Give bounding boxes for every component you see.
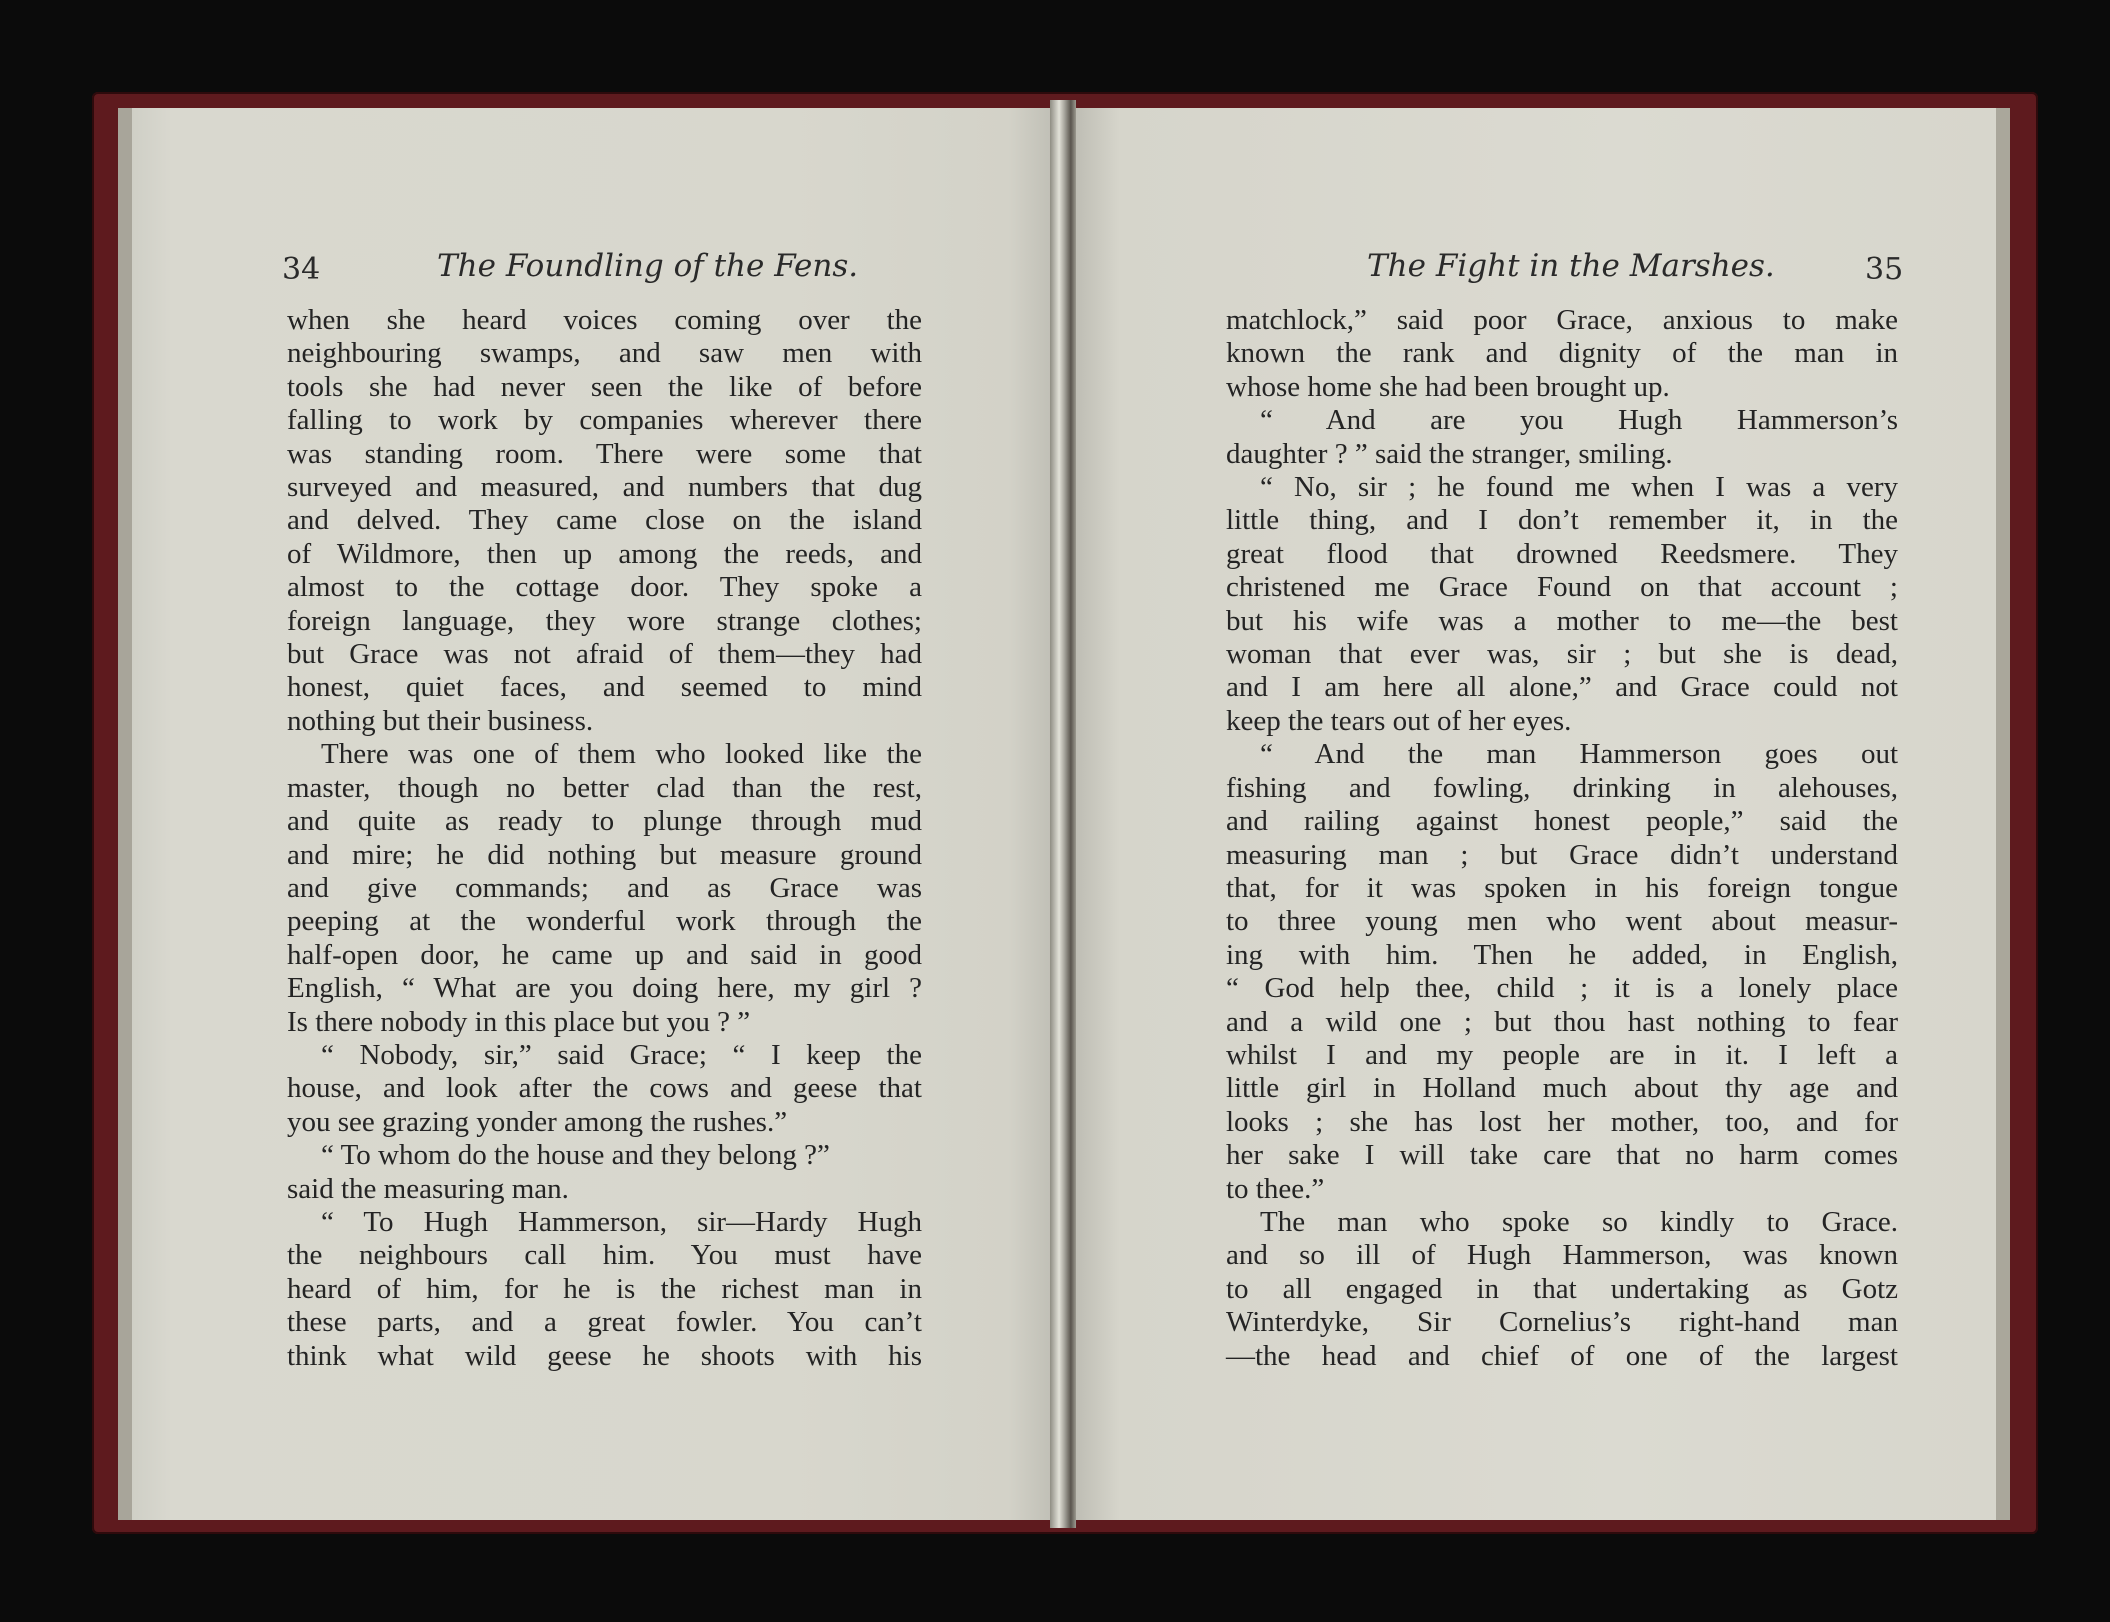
text-line: woman that ever was, sir ; but she is dead, bbox=[1226, 638, 1898, 671]
text-line: to thee.” bbox=[1226, 1172, 1325, 1205]
text-line: and give commands; and as Grace was bbox=[287, 871, 922, 904]
text-line: Is there nobody in this place but you ? ” bbox=[287, 1005, 751, 1038]
text-line: fishing and fowling, drinking in alehouses, bbox=[1226, 771, 1898, 804]
text-line: matchlock,” said poor Grace, anxious to make bbox=[1226, 304, 1898, 336]
text-line: to all engaged in that undertaking as Gotz bbox=[1226, 1272, 1898, 1305]
text-line: almost to the cottage door. They spoke a bbox=[287, 571, 922, 604]
text-line: known the rank and dignity of the man in bbox=[1226, 337, 1898, 370]
text-line: “ God help thee, child ; it is a lonely place bbox=[1226, 972, 1898, 1005]
text-line: English, “ What are you doing here, my girl ? bbox=[287, 972, 922, 1005]
text-line: little girl in Holland much about thy age and bbox=[1226, 1072, 1898, 1105]
text-line: and I am here all alone,” and Grace could not bbox=[1226, 671, 1898, 704]
text-line: “ To whom do the house and they belong ?” bbox=[321, 1139, 830, 1172]
text-line: There was one of them who looked like the bbox=[321, 738, 922, 771]
text-line: when she heard voices coming over the bbox=[287, 304, 922, 336]
body-text-right bbox=[1226, 304, 1898, 1373]
text-line: neighbouring swamps, and saw men with bbox=[287, 337, 922, 370]
text-line: The man who spoke so kindly to Grace. bbox=[1260, 1205, 1898, 1238]
text-line: but Grace was not afraid of them—they had bbox=[287, 638, 922, 671]
text-line: and mire; he did nothing but measure ground bbox=[287, 838, 922, 871]
text-line: foreign language, they wore strange clothes; bbox=[287, 604, 922, 637]
text-line: keep the tears out of her eyes. bbox=[1226, 704, 1572, 737]
body-text-left bbox=[287, 304, 922, 1373]
text-line: and quite as ready to plunge through mud bbox=[287, 805, 922, 838]
text-line: tools she had never seen the like of before bbox=[287, 370, 922, 403]
text-line: but his wife was a mother to me—the best bbox=[1226, 604, 1898, 637]
book-gutter bbox=[1050, 100, 1076, 1528]
text-line: her sake I will take care that no harm comes bbox=[1226, 1139, 1898, 1172]
text-line: falling to work by companies wherever there bbox=[287, 404, 922, 437]
text-line: said the measuring man. bbox=[287, 1172, 569, 1205]
text-line: think what wild geese he shoots with his bbox=[287, 1339, 922, 1372]
running-head-left: The Foundling of the Fens. bbox=[437, 248, 859, 284]
text-line: “ Nobody, sir,” said Grace; “ I keep the bbox=[321, 1038, 922, 1071]
text-line: half-open door, he came up and said in good bbox=[287, 938, 922, 971]
text-line: was standing room. There were some that bbox=[287, 437, 922, 470]
text-line: “ And are you Hugh Hammerson’s bbox=[1260, 404, 1898, 437]
text-line: heard of him, for he is the richest man in bbox=[287, 1272, 922, 1305]
text-line: to three young men who went about measur- bbox=[1226, 905, 1898, 938]
text-line: peeping at the wonderful work through the bbox=[287, 905, 922, 938]
text-line: nothing but their business. bbox=[287, 704, 594, 737]
text-line: master, though no better clad than the rest, bbox=[287, 771, 922, 804]
text-line: daughter ? ” said the stranger, smiling. bbox=[1226, 437, 1673, 470]
text-line: whilst I and my people are in it. I left a bbox=[1226, 1038, 1898, 1071]
text-line: looks ; she has lost her mother, too, and for bbox=[1226, 1105, 1898, 1138]
text-line: surveyed and measured, and numbers that dug bbox=[287, 471, 922, 504]
text-line: of Wildmore, then up among the reeds, and bbox=[287, 537, 922, 570]
text-line: great flood that drowned Reedsmere. They bbox=[1226, 537, 1898, 570]
text-line: —the head and chief of one of the largest bbox=[1226, 1339, 1898, 1372]
text-line: these parts, and a great fowler. You can’t bbox=[287, 1306, 922, 1339]
text-line: whose home she had been brought up. bbox=[1226, 370, 1670, 403]
text-line: “ And the man Hammerson goes out bbox=[1260, 738, 1898, 771]
text-line: and a wild one ; but thou hast nothing to fear bbox=[1226, 1005, 1898, 1038]
text-line: measuring man ; but Grace didn’t understand bbox=[1226, 838, 1898, 871]
text-line: Winterdyke, Sir Cornelius’s right-hand man bbox=[1226, 1306, 1898, 1339]
page-number-right: 35 bbox=[1865, 252, 1904, 287]
left-page bbox=[118, 108, 1074, 1520]
text-line: “ No, sir ; he found me when I was a very bbox=[1260, 471, 1898, 504]
text-line: house, and look after the cows and geese that bbox=[287, 1072, 922, 1105]
text-line: and railing against honest people,” said the bbox=[1226, 805, 1898, 838]
text-line: ing with him. Then he added, in English, bbox=[1226, 938, 1898, 971]
right-page bbox=[1064, 108, 2010, 1520]
text-line: that, for it was spoken in his foreign tongue bbox=[1226, 871, 1898, 904]
text-line: honest, quiet faces, and seemed to mind bbox=[287, 671, 922, 704]
text-line: and so ill of Hugh Hammerson, was known bbox=[1226, 1239, 1898, 1272]
page-number-left: 34 bbox=[282, 252, 321, 287]
text-line: little thing, and I don’t remember it, in the bbox=[1226, 504, 1898, 537]
text-line: christened me Grace Found on that account ; bbox=[1226, 571, 1898, 604]
running-head-right: The Fight in the Marshes. bbox=[1367, 248, 1775, 284]
text-line: you see grazing yonder among the rushes.” bbox=[287, 1105, 788, 1138]
text-line: “ To Hugh Hammerson, sir—Hardy Hugh bbox=[321, 1205, 922, 1238]
text-line: the neighbours call him. You must have bbox=[287, 1239, 922, 1272]
text-line: and delved. They came close on the island bbox=[287, 504, 922, 537]
